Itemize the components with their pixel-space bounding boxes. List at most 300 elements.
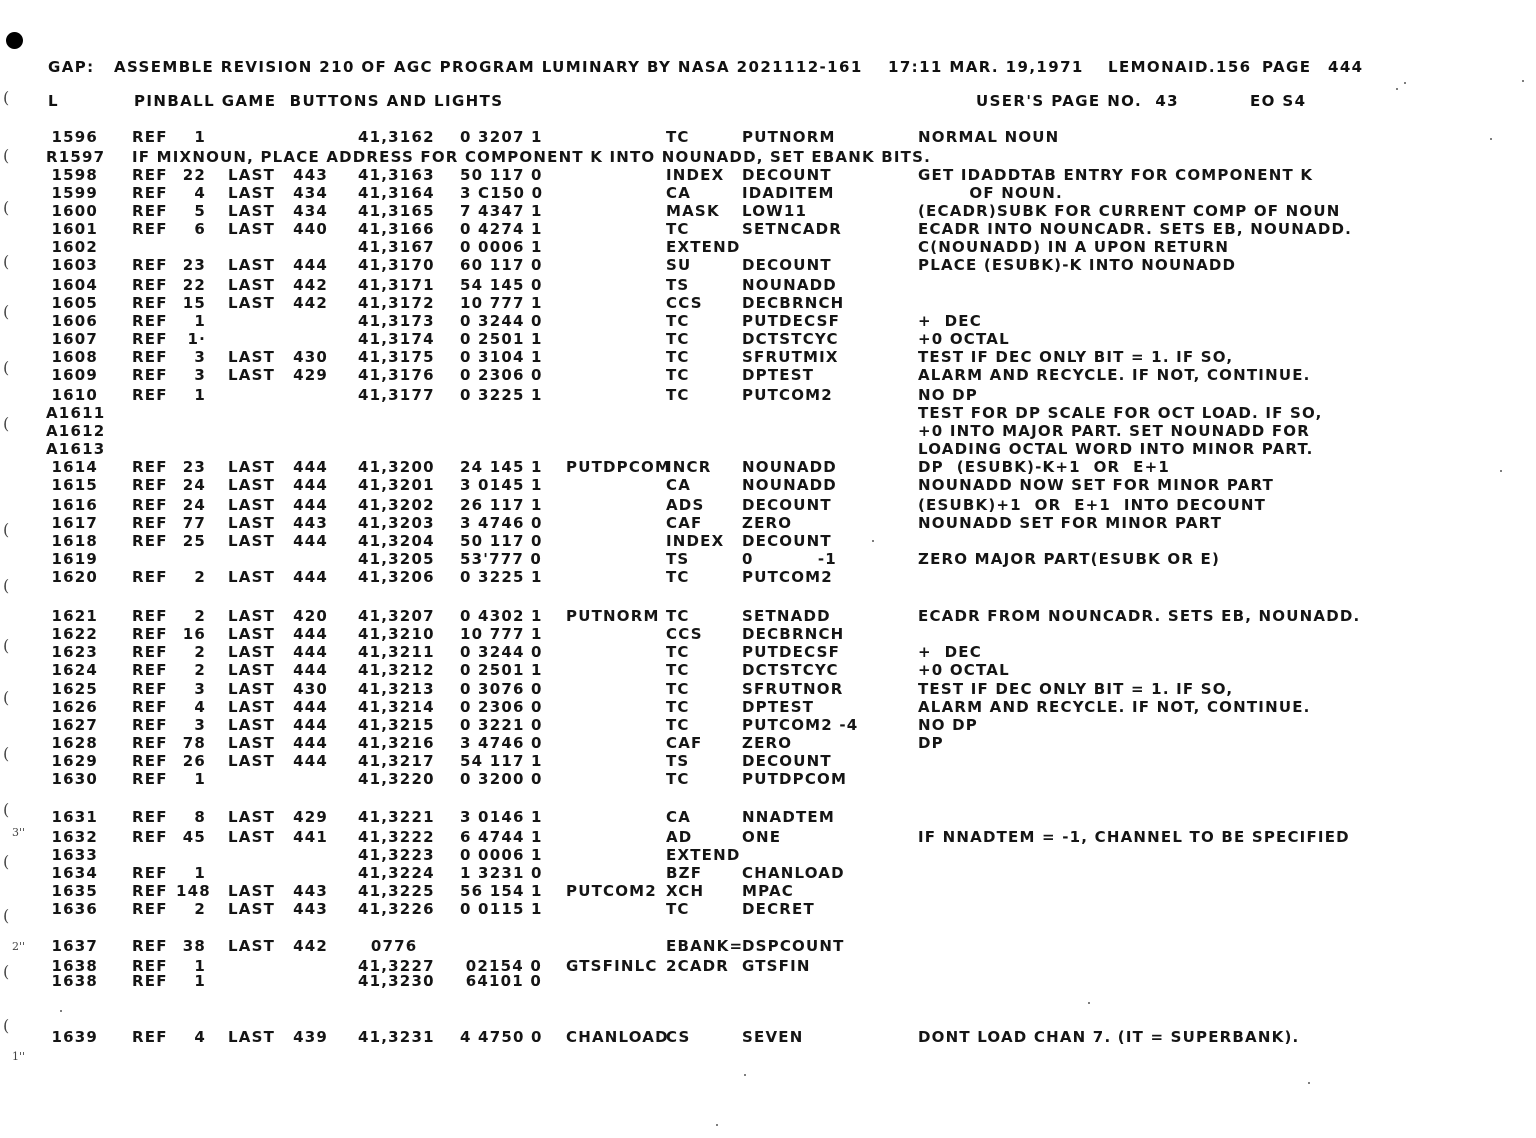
sub-l: L [48, 92, 59, 110]
row-ref: REF [132, 386, 168, 404]
row-oper: CHANLOAD [742, 864, 845, 882]
paper-speck [872, 540, 874, 542]
row-lnum: 442 [293, 937, 328, 955]
row-op: XCH [666, 882, 705, 900]
listing-row [0, 294, 1536, 312]
row-addr: 41,3204 [358, 532, 435, 550]
margin-mark: ( [3, 744, 10, 763]
listing-row [0, 458, 1536, 476]
row-rnum: 1 [194, 386, 206, 404]
row-label: PUTCOM2 [566, 882, 657, 900]
row-line: 1634 [51, 864, 98, 882]
listing-row [0, 900, 1536, 918]
row-com: +0 OCTAL [918, 330, 1010, 348]
row-label: CHANLOAD [566, 1028, 669, 1046]
row-code: 3 4746 0 [460, 514, 543, 532]
row-ref: REF [132, 1028, 168, 1046]
row-rnum: 1 [194, 972, 206, 990]
row-rnum: 1 [194, 128, 206, 146]
row-line: A1612 [46, 422, 106, 440]
row-last: LAST [228, 661, 276, 679]
row-op: CCS [666, 625, 703, 643]
row-op: TS [666, 276, 690, 294]
row-op: ADS [666, 496, 705, 514]
listing-row [0, 422, 1536, 440]
row-last: LAST [228, 202, 276, 220]
header-page-label: PAGE [1262, 58, 1312, 76]
row-com: + DEC [918, 643, 982, 661]
row-lnum: 429 [293, 366, 328, 384]
row-line: 1614 [51, 458, 98, 476]
row-line: 1602 [51, 238, 98, 256]
row-op: TC [666, 770, 690, 788]
paper-speck [60, 1010, 62, 1012]
row-line: 1628 [51, 734, 98, 752]
row-label: PUTDPCOM [566, 458, 672, 476]
row-rnum: 4 [194, 1028, 206, 1046]
listing-row [0, 514, 1536, 532]
row-rnum: 148 [176, 882, 211, 900]
row-rnum: 8 [194, 808, 206, 826]
row-ref: REF [132, 458, 168, 476]
listing-row [0, 128, 1536, 146]
row-label: GTSFINLC [566, 957, 658, 975]
listing-row [0, 680, 1536, 698]
row-oper: DECOUNT [742, 752, 832, 770]
row-com: OF NOUN. [918, 184, 1063, 202]
row-com: TEST IF DEC ONLY BIT = 1. IF SO, [918, 348, 1234, 366]
listing-row [0, 846, 1536, 864]
row-code: 0 3244 0 [460, 312, 543, 330]
listing-row [0, 625, 1536, 643]
row-line: 1619 [51, 550, 98, 568]
row-oper: SFRUTMIX [742, 348, 839, 366]
listing-row [0, 716, 1536, 734]
row-code: 0 4302 1 [460, 607, 543, 625]
row-com: DONT LOAD CHAN 7. (IT = SUPERBANK). [918, 1028, 1300, 1046]
row-ref: REF [132, 184, 168, 202]
row-lnum: 429 [293, 808, 328, 826]
row-line: 1635 [51, 882, 98, 900]
row-line: A1613 [46, 440, 106, 458]
row-code: 54 145 0 [460, 276, 543, 294]
row-label: PUTNORM [566, 607, 660, 625]
row-code: 3 0145 1 [460, 476, 543, 494]
row-op: TC [666, 661, 690, 679]
row-addr: 41,3174 [358, 330, 435, 348]
row-addr: 41,3173 [358, 312, 435, 330]
row-code: 6 4744 1 [460, 828, 543, 846]
row-rnum: 3 [194, 348, 206, 366]
row-line: 1615 [51, 476, 98, 494]
row-last: LAST [228, 458, 276, 476]
row-code: 26 117 1 [460, 496, 543, 514]
row-ref: REF [132, 607, 168, 625]
row-code: 0 2306 0 [460, 698, 543, 716]
listing-row [0, 386, 1536, 404]
row-oper: NOUNADD [742, 458, 837, 476]
row-addr: 41,3211 [358, 643, 435, 661]
listing-row [0, 496, 1536, 514]
row-line: 1616 [51, 496, 98, 514]
row-lnum: 444 [293, 716, 328, 734]
listing-row [0, 440, 1536, 458]
row-line: 1626 [51, 698, 98, 716]
row-lnum: 430 [293, 348, 328, 366]
row-ref: REF [132, 680, 168, 698]
row-addr: 41,3212 [358, 661, 435, 679]
row-oper: ONE [742, 828, 782, 846]
row-code: 3 C150 0 [460, 184, 544, 202]
paper-speck [1404, 82, 1406, 84]
row-last: LAST [228, 496, 276, 514]
row-oper: DCTSTCYC [742, 661, 839, 679]
row-last: LAST [228, 882, 276, 900]
margin-mark: ( [3, 358, 10, 377]
row-addr: 41,3214 [358, 698, 435, 716]
row-op: TC [666, 643, 690, 661]
row-oper: NOUNADD [742, 476, 837, 494]
row-last: LAST [228, 698, 276, 716]
row-ref: REF [132, 828, 168, 846]
row-line: 1617 [51, 514, 98, 532]
row-code: 24 145 1 [460, 458, 543, 476]
row-code: 10 777 1 [460, 625, 543, 643]
row-oper: PUTNORM [742, 128, 836, 146]
row-addr: 41,3166 [358, 220, 435, 238]
row-last: LAST [228, 716, 276, 734]
row-code: 0 3221 0 [460, 716, 543, 734]
row-addr: 41,3170 [358, 256, 435, 274]
row-ref: REF [132, 734, 168, 752]
row-line: 1596 [51, 128, 98, 146]
row-addr: 41,3175 [358, 348, 435, 366]
paper-speck [1500, 470, 1502, 472]
listing-row [0, 330, 1536, 348]
row-line: 1639 [51, 1028, 98, 1046]
row-ref: REF [132, 166, 168, 184]
row-oper: DECBRNCH [742, 625, 845, 643]
row-ref: REF [132, 532, 168, 550]
row-rnum: 4 [194, 184, 206, 202]
listing-row [0, 972, 1536, 990]
row-com: ALARM AND RECYCLE. IF NOT, CONTINUE. [918, 366, 1311, 384]
row-addr: 41,3162 [358, 128, 435, 146]
listing-row [0, 476, 1536, 494]
row-ref: REF [132, 366, 168, 384]
row-line: 1633 [51, 846, 98, 864]
row-last: LAST [228, 220, 276, 238]
row-code: 0 0006 1 [460, 846, 543, 864]
listing-row [0, 276, 1536, 294]
row-line: 1632 [51, 828, 98, 846]
row-op: EBANK= [666, 937, 744, 955]
row-lnum: 434 [293, 202, 328, 220]
margin-mark: ( [3, 520, 10, 539]
row-addr: 41,3213 [358, 680, 435, 698]
row-last: LAST [228, 643, 276, 661]
row-line: 1630 [51, 770, 98, 788]
row-line: 1610 [51, 386, 98, 404]
row-last: LAST [228, 568, 276, 586]
row-op: EXTEND [666, 238, 741, 256]
margin-mark: ( [3, 414, 10, 433]
row-ref: REF [132, 256, 168, 274]
row-code: 1 3231 0 [460, 864, 543, 882]
row-last: LAST [228, 828, 276, 846]
row-op: BZF [666, 864, 703, 882]
row-line: 1629 [51, 752, 98, 770]
row-line: 1625 [51, 680, 98, 698]
row-addr: 41,3226 [358, 900, 435, 918]
row-ref: REF [132, 294, 168, 312]
row-addr: 41,3172 [358, 294, 435, 312]
paper-speck [1396, 88, 1398, 90]
row-code: 3 0146 1 [460, 808, 543, 826]
row-oper: PUTDECSF [742, 312, 841, 330]
listing-row [0, 256, 1536, 274]
row-lnum: 441 [293, 828, 328, 846]
row-com: +0 OCTAL [918, 661, 1010, 679]
row-addr: 41,3216 [358, 734, 435, 752]
row-op: TC [666, 312, 690, 330]
row-op: TS [666, 550, 690, 568]
listing-row [0, 568, 1536, 586]
row-line: 1599 [51, 184, 98, 202]
row-line: 1598 [51, 166, 98, 184]
row-rnum: 38 [182, 937, 206, 955]
row-com: DP (ESUBK)-K+1 OR E+1 [918, 458, 1170, 476]
row-com: C(NOUNADD) IN A UPON RETURN [918, 238, 1230, 256]
header-time: 17:11 MAR. 19,1971 [888, 58, 1084, 76]
listing-row [0, 238, 1536, 256]
row-lnum: 443 [293, 900, 328, 918]
row-last: LAST [228, 256, 276, 274]
row-code: 02154 0 [465, 957, 542, 975]
row-ref: REF [132, 957, 168, 975]
row-op: TC [666, 128, 690, 146]
row-lnum: 444 [293, 643, 328, 661]
row-addr: 41,3200 [358, 458, 435, 476]
row-last: LAST [228, 476, 276, 494]
row-ref: REF [132, 514, 168, 532]
row-ref: REF [132, 752, 168, 770]
listing-row [0, 661, 1536, 679]
row-ref: REF [132, 882, 168, 900]
row-oper: GTSFIN [742, 957, 811, 975]
row-code: 0 3076 0 [460, 680, 543, 698]
header-gap: GAP: [48, 58, 95, 76]
row-last: LAST [228, 166, 276, 184]
row-op: TC [666, 348, 690, 366]
row-oper: PUTCOM2 [742, 386, 833, 404]
row-code: 0 3225 1 [460, 568, 543, 586]
row-wide: IF MIXNOUN, PLACE ADDRESS FOR COMPONENT K INTO NOUNADD, SET EBANK BITS. [132, 148, 931, 166]
listing-row [0, 828, 1536, 846]
row-rnum: 16 [182, 625, 206, 643]
row-rnum: 23 [182, 256, 206, 274]
listing-row [0, 882, 1536, 900]
row-code: 0 3104 1 [460, 348, 543, 366]
row-op: EXTEND [666, 846, 741, 864]
listing-row [0, 698, 1536, 716]
row-lnum: 444 [293, 625, 328, 643]
margin-mark: 2'' [12, 940, 26, 953]
row-last: LAST [228, 937, 276, 955]
row-code: 0 2501 1 [460, 330, 543, 348]
row-ref: REF [132, 476, 168, 494]
row-lnum: 444 [293, 661, 328, 679]
row-ref: REF [132, 698, 168, 716]
row-rnum: 6 [194, 220, 206, 238]
row-op: MASK [666, 202, 720, 220]
margin-mark: ( [3, 198, 10, 217]
row-line: 1605 [51, 294, 98, 312]
row-op: CCS [666, 294, 703, 312]
row-com: (ECADR)SUBK FOR CURRENT COMP OF NOUN [918, 202, 1341, 220]
row-oper: MPAC [742, 882, 794, 900]
row-oper: PUTDPCOM [742, 770, 848, 788]
row-lnum: 444 [293, 568, 328, 586]
margin-mark: ( [3, 852, 10, 871]
sub-users-page: USER'S PAGE NO. 43 [976, 92, 1179, 110]
row-ref: REF [132, 128, 168, 146]
row-op: INCR [666, 458, 712, 476]
row-lnum: 443 [293, 882, 328, 900]
row-ref: REF [132, 220, 168, 238]
row-line: 1600 [51, 202, 98, 220]
margin-mark: ( [3, 962, 10, 981]
margin-mark: ( [3, 906, 10, 925]
row-last: LAST [228, 752, 276, 770]
row-rnum: 22 [182, 276, 206, 294]
row-last: LAST [228, 680, 276, 698]
row-addr: 41,3164 [358, 184, 435, 202]
row-op: TS [666, 752, 690, 770]
row-com: DP [918, 734, 944, 752]
row-com: NO DP [918, 386, 978, 404]
row-ref: REF [132, 937, 168, 955]
row-com: NOUNADD NOW SET FOR MINOR PART [918, 476, 1275, 494]
row-op: CA [666, 808, 692, 826]
row-line: 1601 [51, 220, 98, 238]
row-op: TC [666, 386, 690, 404]
row-addr: 41,3220 [358, 770, 435, 788]
row-com: ZERO MAJOR PART(ESUBK OR E) [918, 550, 1221, 568]
row-addr: 41,3215 [358, 716, 435, 734]
row-addr: 0776 [358, 937, 418, 955]
row-code: 60 117 0 [460, 256, 543, 274]
row-com: (ESUBK)+1 OR E+1 INTO DECOUNT [918, 496, 1267, 514]
row-rnum: 5 [194, 202, 206, 220]
row-lnum: 444 [293, 476, 328, 494]
row-ref: REF [132, 276, 168, 294]
row-op: TC [666, 366, 690, 384]
row-code: 54 117 1 [460, 752, 543, 770]
listing-row [0, 404, 1536, 422]
row-op: TC [666, 568, 690, 586]
row-lnum: 439 [293, 1028, 328, 1046]
row-addr: 41,3227 [358, 957, 435, 975]
row-last: LAST [228, 514, 276, 532]
row-addr: 41,3206 [358, 568, 435, 586]
row-oper: ZERO [742, 734, 793, 752]
row-oper: SETNCADR [742, 220, 843, 238]
row-last: LAST [228, 625, 276, 643]
row-last: LAST [228, 900, 276, 918]
row-oper: DECOUNT [742, 496, 832, 514]
row-rnum: 22 [182, 166, 206, 184]
row-line: 1618 [51, 532, 98, 550]
row-line: 1608 [51, 348, 98, 366]
row-code: 0 3244 0 [460, 643, 543, 661]
row-addr: 41,3225 [358, 882, 435, 900]
row-last: LAST [228, 184, 276, 202]
row-com: TEST FOR DP SCALE FOR OCT LOAD. IF SO, [918, 404, 1323, 422]
row-lnum: 443 [293, 166, 328, 184]
row-code: 0 2501 1 [460, 661, 543, 679]
row-line: 1631 [51, 808, 98, 826]
row-ref: REF [132, 864, 168, 882]
row-lnum: 444 [293, 496, 328, 514]
listing-row [0, 550, 1536, 568]
paper-speck [1522, 80, 1524, 82]
row-lnum: 442 [293, 276, 328, 294]
row-addr: 41,3222 [358, 828, 435, 846]
row-op: CS [666, 1028, 691, 1046]
margin-mark: ( [3, 688, 10, 707]
row-last: LAST [228, 532, 276, 550]
row-addr: 41,3203 [358, 514, 435, 532]
listing-row [0, 643, 1536, 661]
row-op: CAF [666, 514, 703, 532]
row-oper: 0 -1 [742, 550, 837, 568]
row-ref: REF [132, 972, 168, 990]
row-lnum: 443 [293, 514, 328, 532]
row-com: TEST IF DEC ONLY BIT = 1. IF SO, [918, 680, 1234, 698]
row-oper: DPTEST [742, 366, 815, 384]
row-rnum: 3 [194, 680, 206, 698]
row-line: 1603 [51, 256, 98, 274]
row-op: CA [666, 476, 692, 494]
row-op: TC [666, 900, 690, 918]
row-rnum: 2 [194, 900, 206, 918]
row-op: TC [666, 220, 690, 238]
row-last: LAST [228, 294, 276, 312]
row-last: LAST [228, 366, 276, 384]
row-rnum: 45 [182, 828, 206, 846]
row-op: SU [666, 256, 692, 274]
row-oper: DCTSTCYC [742, 330, 839, 348]
row-last: LAST [228, 808, 276, 826]
row-oper: DECBRNCH [742, 294, 845, 312]
row-code: 4 4750 0 [460, 1028, 543, 1046]
row-rnum: 1 [194, 864, 206, 882]
row-oper: SEVEN [742, 1028, 804, 1046]
row-code: 0 3200 0 [460, 770, 543, 788]
row-op: INDEX [666, 166, 725, 184]
sub-eo: EO S4 [1250, 92, 1307, 110]
row-addr: 41,3210 [358, 625, 435, 643]
listing-row [0, 312, 1536, 330]
row-rnum: 1 [194, 312, 206, 330]
row-addr: 41,3224 [358, 864, 435, 882]
row-addr: 41,3167 [358, 238, 435, 256]
row-op: AD [666, 828, 693, 846]
row-ref: REF [132, 770, 168, 788]
row-last: LAST [228, 607, 276, 625]
row-ref: REF [132, 330, 168, 348]
